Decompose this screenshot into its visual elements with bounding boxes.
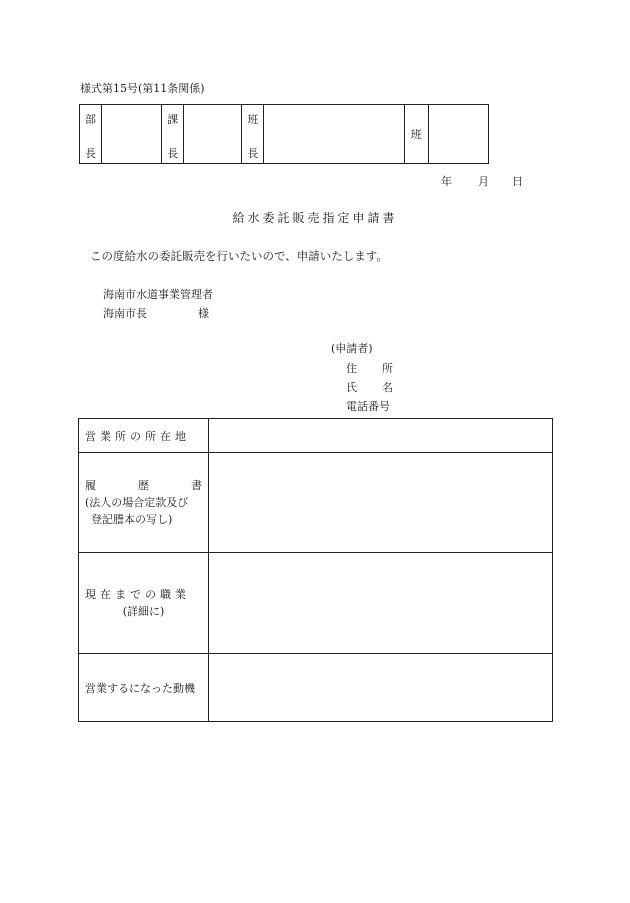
motive-label: 営業するになった動機	[79, 654, 209, 722]
addressee-line1: 海南市水道事業管理者	[103, 288, 213, 301]
stamp-box-bucho[interactable]	[102, 105, 162, 164]
stamp-label-han: 班	[404, 105, 428, 164]
occupation-field[interactable]	[209, 553, 553, 654]
applicant-address-label: 住 所	[346, 362, 393, 375]
application-details-table	[78, 418, 553, 722]
date-month-label: 月	[478, 175, 489, 188]
resume-note-line2: 登記謄本の写し)	[91, 513, 173, 526]
resume-note-line1: (法人の場合定款及び	[85, 496, 189, 509]
document-title: 給水委託販売指定申請書	[232, 211, 398, 225]
addressee-honorific: 様	[198, 307, 209, 320]
resume-label: 履 歴 書 (法人の場合定款及び 登記謄本の写し)	[79, 453, 209, 553]
date-day-label: 日	[512, 175, 523, 188]
addressee-line2	[103, 305, 209, 321]
form-number: 様式第15号(第11条関係)	[80, 82, 205, 95]
stamp-label-kacho: 課 長	[162, 105, 184, 164]
intro-text: この度給水の委託販売を行いたいので、申請いたします。	[90, 249, 388, 263]
stamp-box-hancho[interactable]	[264, 105, 404, 164]
addressee-mayor: 海南市長	[103, 307, 147, 320]
resume-field[interactable]	[209, 453, 553, 553]
occupation-note: (詳細に)	[122, 605, 165, 618]
stamp-label-bucho: 部 長	[80, 105, 102, 164]
stamp-label-hancho: 班 長	[242, 105, 264, 164]
occupation-label: 現在までの職業 (詳細に)	[79, 553, 209, 654]
stamp-box-han[interactable]	[428, 105, 488, 164]
office-location-label: 営業所の所在地	[79, 419, 209, 453]
approval-stamp-table	[79, 104, 489, 164]
stamp-box-kacho[interactable]	[184, 105, 242, 164]
applicant-heading: (申請者)	[331, 342, 373, 355]
motive-field[interactable]	[209, 654, 553, 722]
applicant-phone-label: 電話番号	[346, 400, 390, 413]
office-location-field[interactable]	[209, 419, 553, 453]
applicant-name-label: 氏 名	[346, 381, 393, 394]
date-year-label: 年	[441, 175, 452, 188]
